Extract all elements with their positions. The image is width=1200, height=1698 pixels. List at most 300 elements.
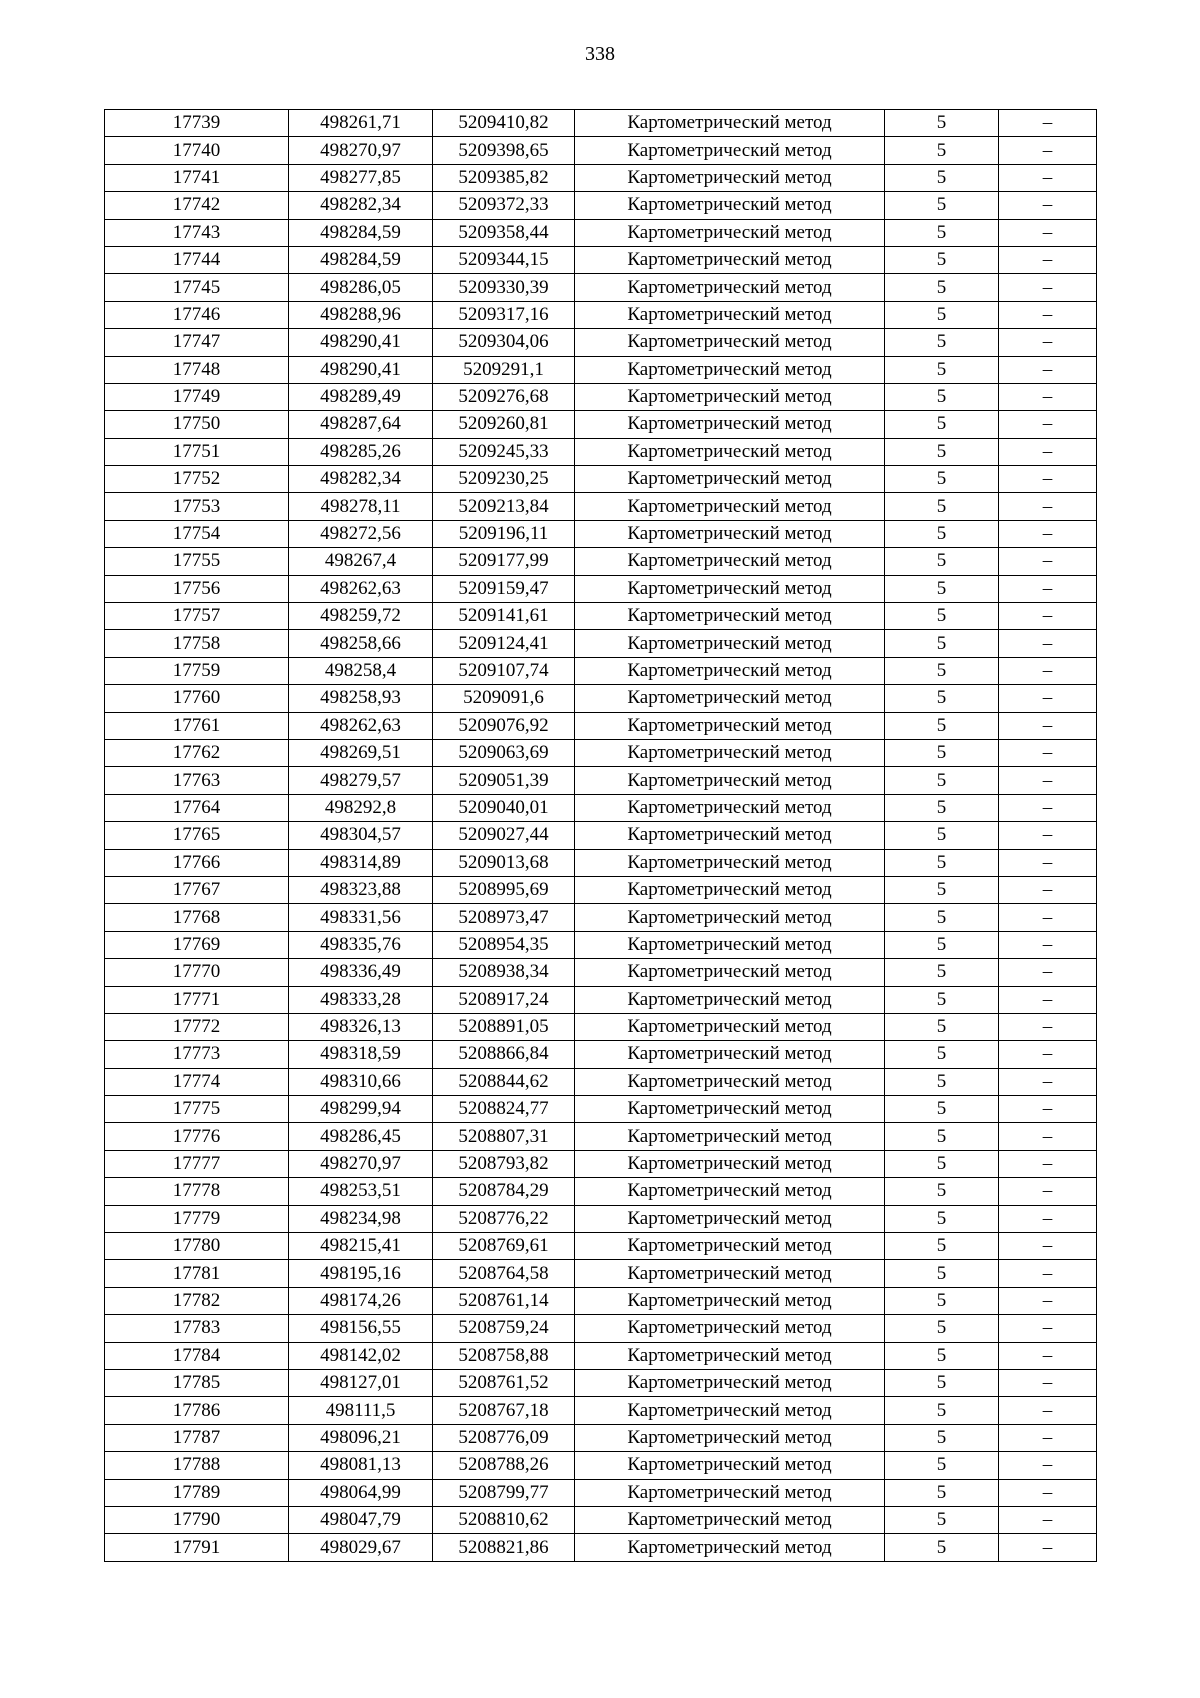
point-number-cell: 17790 xyxy=(105,1506,289,1533)
x-coordinate-cell: 498270,97 xyxy=(289,1150,433,1177)
note-cell: – xyxy=(999,959,1097,986)
table-row xyxy=(105,520,1097,547)
y-coordinate-cell: 5209330,39 xyxy=(433,274,575,301)
accuracy-cell: 5 xyxy=(885,1013,999,1040)
accuracy-cell: 5 xyxy=(885,849,999,876)
point-number-cell: 17739 xyxy=(105,110,289,137)
x-coordinate-cell: 498286,45 xyxy=(289,1123,433,1150)
method-cell: Картометрический метод xyxy=(575,1534,885,1561)
y-coordinate-cell: 5209196,11 xyxy=(433,520,575,547)
accuracy-cell: 5 xyxy=(885,1424,999,1451)
method-cell: Картометрический метод xyxy=(575,356,885,383)
note-cell: – xyxy=(999,164,1097,191)
note-cell: – xyxy=(999,767,1097,794)
y-coordinate-cell: 5209358,44 xyxy=(433,219,575,246)
note-cell: – xyxy=(999,603,1097,630)
note-cell: – xyxy=(999,1068,1097,1095)
table-row xyxy=(105,1233,1097,1260)
table-row xyxy=(105,575,1097,602)
method-cell: Картометрический метод xyxy=(575,739,885,766)
method-cell: Картометрический метод xyxy=(575,520,885,547)
y-coordinate-cell: 5208866,84 xyxy=(433,1041,575,1068)
table-row xyxy=(105,1342,1097,1369)
point-number-cell: 17759 xyxy=(105,657,289,684)
table-row xyxy=(105,822,1097,849)
method-cell: Картометрический метод xyxy=(575,1369,885,1396)
note-cell: – xyxy=(999,329,1097,356)
point-number-cell: 17779 xyxy=(105,1205,289,1232)
point-number-cell: 17786 xyxy=(105,1397,289,1424)
accuracy-cell: 5 xyxy=(885,274,999,301)
note-cell: – xyxy=(999,1534,1097,1561)
method-cell: Картометрический метод xyxy=(575,383,885,410)
accuracy-cell: 5 xyxy=(885,411,999,438)
note-cell: – xyxy=(999,548,1097,575)
x-coordinate-cell: 498299,94 xyxy=(289,1096,433,1123)
method-cell: Картометрический метод xyxy=(575,1397,885,1424)
method-cell: Картометрический метод xyxy=(575,329,885,356)
x-coordinate-cell: 498284,59 xyxy=(289,246,433,273)
accuracy-cell: 5 xyxy=(885,1096,999,1123)
point-number-cell: 17781 xyxy=(105,1260,289,1287)
x-coordinate-cell: 498047,79 xyxy=(289,1506,433,1533)
accuracy-cell: 5 xyxy=(885,794,999,821)
table-row xyxy=(105,274,1097,301)
point-number-cell: 17753 xyxy=(105,493,289,520)
note-cell: – xyxy=(999,438,1097,465)
accuracy-cell: 5 xyxy=(885,356,999,383)
note-cell: – xyxy=(999,1260,1097,1287)
point-number-cell: 17776 xyxy=(105,1123,289,1150)
method-cell: Картометрический метод xyxy=(575,1150,885,1177)
accuracy-cell: 5 xyxy=(885,986,999,1013)
table-row xyxy=(105,1506,1097,1533)
x-coordinate-cell: 498096,21 xyxy=(289,1424,433,1451)
accuracy-cell: 5 xyxy=(885,931,999,958)
table-row xyxy=(105,1041,1097,1068)
accuracy-cell: 5 xyxy=(885,493,999,520)
table-row xyxy=(105,1178,1097,1205)
table-row xyxy=(105,849,1097,876)
accuracy-cell: 5 xyxy=(885,110,999,137)
y-coordinate-cell: 5208761,52 xyxy=(433,1369,575,1396)
table-row xyxy=(105,1205,1097,1232)
x-coordinate-cell: 498277,85 xyxy=(289,164,433,191)
table-row xyxy=(105,1287,1097,1314)
note-cell: – xyxy=(999,1123,1097,1150)
table-row xyxy=(105,904,1097,931)
y-coordinate-cell: 5208793,82 xyxy=(433,1150,575,1177)
x-coordinate-cell: 498174,26 xyxy=(289,1287,433,1314)
method-cell: Картометрический метод xyxy=(575,219,885,246)
note-cell: – xyxy=(999,1013,1097,1040)
y-coordinate-cell: 5208844,62 xyxy=(433,1068,575,1095)
table-row xyxy=(105,493,1097,520)
point-number-cell: 17785 xyxy=(105,1369,289,1396)
x-coordinate-cell: 498142,02 xyxy=(289,1342,433,1369)
accuracy-cell: 5 xyxy=(885,739,999,766)
method-cell: Картометрический метод xyxy=(575,1287,885,1314)
point-number-cell: 17749 xyxy=(105,383,289,410)
method-cell: Картометрический метод xyxy=(575,931,885,958)
x-coordinate-cell: 498304,57 xyxy=(289,822,433,849)
note-cell: – xyxy=(999,493,1097,520)
table-row xyxy=(105,466,1097,493)
method-cell: Картометрический метод xyxy=(575,849,885,876)
point-number-cell: 17783 xyxy=(105,1315,289,1342)
method-cell: Картометрический метод xyxy=(575,712,885,739)
x-coordinate-cell: 498285,26 xyxy=(289,438,433,465)
accuracy-cell: 5 xyxy=(885,1233,999,1260)
method-cell: Картометрический метод xyxy=(575,1260,885,1287)
y-coordinate-cell: 5208759,24 xyxy=(433,1315,575,1342)
table-row xyxy=(105,329,1097,356)
point-number-cell: 17772 xyxy=(105,1013,289,1040)
table-row xyxy=(105,548,1097,575)
x-coordinate-cell: 498292,8 xyxy=(289,794,433,821)
point-number-cell: 17741 xyxy=(105,164,289,191)
note-cell: – xyxy=(999,1479,1097,1506)
y-coordinate-cell: 5209344,15 xyxy=(433,246,575,273)
y-coordinate-cell: 5209385,82 xyxy=(433,164,575,191)
y-coordinate-cell: 5209027,44 xyxy=(433,822,575,849)
x-coordinate-cell: 498111,5 xyxy=(289,1397,433,1424)
note-cell: – xyxy=(999,822,1097,849)
note-cell: – xyxy=(999,794,1097,821)
method-cell: Картометрический метод xyxy=(575,411,885,438)
note-cell: – xyxy=(999,657,1097,684)
method-cell: Картометрический метод xyxy=(575,1479,885,1506)
accuracy-cell: 5 xyxy=(885,767,999,794)
y-coordinate-cell: 5209159,47 xyxy=(433,575,575,602)
method-cell: Картометрический метод xyxy=(575,959,885,986)
table-row xyxy=(105,712,1097,739)
x-coordinate-cell: 498261,71 xyxy=(289,110,433,137)
point-number-cell: 17766 xyxy=(105,849,289,876)
point-number-cell: 17744 xyxy=(105,246,289,273)
accuracy-cell: 5 xyxy=(885,822,999,849)
x-coordinate-cell: 498290,41 xyxy=(289,356,433,383)
y-coordinate-cell: 5208776,22 xyxy=(433,1205,575,1232)
method-cell: Картометрический метод xyxy=(575,548,885,575)
point-number-cell: 17777 xyxy=(105,1150,289,1177)
table-row xyxy=(105,657,1097,684)
accuracy-cell: 5 xyxy=(885,1506,999,1533)
point-number-cell: 17746 xyxy=(105,301,289,328)
note-cell: – xyxy=(999,1178,1097,1205)
accuracy-cell: 5 xyxy=(885,1178,999,1205)
accuracy-cell: 5 xyxy=(885,685,999,712)
table-row xyxy=(105,1452,1097,1479)
table-row xyxy=(105,356,1097,383)
coordinates-table xyxy=(104,109,1097,1562)
note-cell: – xyxy=(999,1041,1097,1068)
table-row xyxy=(105,1068,1097,1095)
point-number-cell: 17780 xyxy=(105,1233,289,1260)
note-cell: – xyxy=(999,301,1097,328)
x-coordinate-cell: 498282,34 xyxy=(289,192,433,219)
accuracy-cell: 5 xyxy=(885,712,999,739)
accuracy-cell: 5 xyxy=(885,1534,999,1561)
y-coordinate-cell: 5209177,99 xyxy=(433,548,575,575)
accuracy-cell: 5 xyxy=(885,164,999,191)
note-cell: – xyxy=(999,849,1097,876)
method-cell: Картометрический метод xyxy=(575,1178,885,1205)
table-row xyxy=(105,137,1097,164)
table-row xyxy=(105,1424,1097,1451)
accuracy-cell: 5 xyxy=(885,1150,999,1177)
point-number-cell: 17767 xyxy=(105,876,289,903)
y-coordinate-cell: 5209076,92 xyxy=(433,712,575,739)
method-cell: Картометрический метод xyxy=(575,876,885,903)
note-cell: – xyxy=(999,356,1097,383)
note-cell: – xyxy=(999,274,1097,301)
y-coordinate-cell: 5209124,41 xyxy=(433,630,575,657)
note-cell: – xyxy=(999,1342,1097,1369)
table-row xyxy=(105,931,1097,958)
point-number-cell: 17740 xyxy=(105,137,289,164)
table-row xyxy=(105,219,1097,246)
method-cell: Картометрический метод xyxy=(575,630,885,657)
x-coordinate-cell: 498289,49 xyxy=(289,383,433,410)
y-coordinate-cell: 5209410,82 xyxy=(433,110,575,137)
note-cell: – xyxy=(999,876,1097,903)
table-row xyxy=(105,876,1097,903)
point-number-cell: 17750 xyxy=(105,411,289,438)
accuracy-cell: 5 xyxy=(885,192,999,219)
accuracy-cell: 5 xyxy=(885,1260,999,1287)
point-number-cell: 17754 xyxy=(105,520,289,547)
x-coordinate-cell: 498081,13 xyxy=(289,1452,433,1479)
method-cell: Картометрический метод xyxy=(575,246,885,273)
accuracy-cell: 5 xyxy=(885,383,999,410)
accuracy-cell: 5 xyxy=(885,520,999,547)
accuracy-cell: 5 xyxy=(885,1397,999,1424)
y-coordinate-cell: 5208767,18 xyxy=(433,1397,575,1424)
accuracy-cell: 5 xyxy=(885,575,999,602)
table-row xyxy=(105,411,1097,438)
y-coordinate-cell: 5208824,77 xyxy=(433,1096,575,1123)
x-coordinate-cell: 498326,13 xyxy=(289,1013,433,1040)
accuracy-cell: 5 xyxy=(885,438,999,465)
x-coordinate-cell: 498284,59 xyxy=(289,219,433,246)
x-coordinate-cell: 498290,41 xyxy=(289,329,433,356)
table-row xyxy=(105,1260,1097,1287)
y-coordinate-cell: 5209245,33 xyxy=(433,438,575,465)
x-coordinate-cell: 498318,59 xyxy=(289,1041,433,1068)
accuracy-cell: 5 xyxy=(885,1315,999,1342)
accuracy-cell: 5 xyxy=(885,904,999,931)
accuracy-cell: 5 xyxy=(885,1205,999,1232)
accuracy-cell: 5 xyxy=(885,1452,999,1479)
table-row xyxy=(105,192,1097,219)
table-row xyxy=(105,1534,1097,1561)
x-coordinate-cell: 498029,67 xyxy=(289,1534,433,1561)
y-coordinate-cell: 5208807,31 xyxy=(433,1123,575,1150)
accuracy-cell: 5 xyxy=(885,1068,999,1095)
table-row xyxy=(105,1369,1097,1396)
accuracy-cell: 5 xyxy=(885,1123,999,1150)
x-coordinate-cell: 498258,93 xyxy=(289,685,433,712)
point-number-cell: 17773 xyxy=(105,1041,289,1068)
point-number-cell: 17758 xyxy=(105,630,289,657)
table-row xyxy=(105,794,1097,821)
y-coordinate-cell: 5209291,1 xyxy=(433,356,575,383)
point-number-cell: 17756 xyxy=(105,575,289,602)
y-coordinate-cell: 5209091,6 xyxy=(433,685,575,712)
note-cell: – xyxy=(999,383,1097,410)
y-coordinate-cell: 5208938,34 xyxy=(433,959,575,986)
x-coordinate-cell: 498253,51 xyxy=(289,1178,433,1205)
y-coordinate-cell: 5209040,01 xyxy=(433,794,575,821)
point-number-cell: 17764 xyxy=(105,794,289,821)
x-coordinate-cell: 498215,41 xyxy=(289,1233,433,1260)
x-coordinate-cell: 498314,89 xyxy=(289,849,433,876)
point-number-cell: 17755 xyxy=(105,548,289,575)
x-coordinate-cell: 498323,88 xyxy=(289,876,433,903)
y-coordinate-cell: 5208821,86 xyxy=(433,1534,575,1561)
accuracy-cell: 5 xyxy=(885,219,999,246)
method-cell: Картометрический метод xyxy=(575,274,885,301)
y-coordinate-cell: 5209230,25 xyxy=(433,466,575,493)
note-cell: – xyxy=(999,411,1097,438)
table-row xyxy=(105,986,1097,1013)
method-cell: Картометрический метод xyxy=(575,164,885,191)
note-cell: – xyxy=(999,904,1097,931)
table-row xyxy=(105,1479,1097,1506)
x-coordinate-cell: 498258,66 xyxy=(289,630,433,657)
y-coordinate-cell: 5209372,33 xyxy=(433,192,575,219)
x-coordinate-cell: 498269,51 xyxy=(289,739,433,766)
table-row xyxy=(105,301,1097,328)
accuracy-cell: 5 xyxy=(885,1287,999,1314)
y-coordinate-cell: 5208954,35 xyxy=(433,931,575,958)
point-number-cell: 17791 xyxy=(105,1534,289,1561)
y-coordinate-cell: 5208788,26 xyxy=(433,1452,575,1479)
accuracy-cell: 5 xyxy=(885,959,999,986)
x-coordinate-cell: 498195,16 xyxy=(289,1260,433,1287)
note-cell: – xyxy=(999,575,1097,602)
point-number-cell: 17775 xyxy=(105,1096,289,1123)
table-row xyxy=(105,767,1097,794)
method-cell: Картометрический метод xyxy=(575,1315,885,1342)
note-cell: – xyxy=(999,685,1097,712)
note-cell: – xyxy=(999,137,1097,164)
x-coordinate-cell: 498288,96 xyxy=(289,301,433,328)
y-coordinate-cell: 5208973,47 xyxy=(433,904,575,931)
method-cell: Картометрический метод xyxy=(575,685,885,712)
point-number-cell: 17771 xyxy=(105,986,289,1013)
y-coordinate-cell: 5208776,09 xyxy=(433,1424,575,1451)
y-coordinate-cell: 5208769,61 xyxy=(433,1233,575,1260)
accuracy-cell: 5 xyxy=(885,630,999,657)
note-cell: – xyxy=(999,1315,1097,1342)
point-number-cell: 17787 xyxy=(105,1424,289,1451)
x-coordinate-cell: 498262,63 xyxy=(289,712,433,739)
note-cell: – xyxy=(999,1369,1097,1396)
point-number-cell: 17743 xyxy=(105,219,289,246)
method-cell: Картометрический метод xyxy=(575,438,885,465)
y-coordinate-cell: 5209063,69 xyxy=(433,739,575,766)
y-coordinate-cell: 5209276,68 xyxy=(433,383,575,410)
point-number-cell: 17768 xyxy=(105,904,289,931)
note-cell: – xyxy=(999,520,1097,547)
method-cell: Картометрический метод xyxy=(575,575,885,602)
table-row xyxy=(105,1123,1097,1150)
accuracy-cell: 5 xyxy=(885,657,999,684)
x-coordinate-cell: 498336,49 xyxy=(289,959,433,986)
table-row xyxy=(105,246,1097,273)
method-cell: Картометрический метод xyxy=(575,1096,885,1123)
y-coordinate-cell: 5208761,14 xyxy=(433,1287,575,1314)
note-cell: – xyxy=(999,986,1097,1013)
y-coordinate-cell: 5209317,16 xyxy=(433,301,575,328)
table-row xyxy=(105,630,1097,657)
method-cell: Картометрический метод xyxy=(575,1233,885,1260)
note-cell: – xyxy=(999,192,1097,219)
y-coordinate-cell: 5209141,61 xyxy=(433,603,575,630)
method-cell: Картометрический метод xyxy=(575,301,885,328)
accuracy-cell: 5 xyxy=(885,329,999,356)
note-cell: – xyxy=(999,1150,1097,1177)
note-cell: – xyxy=(999,1397,1097,1424)
point-number-cell: 17770 xyxy=(105,959,289,986)
x-coordinate-cell: 498333,28 xyxy=(289,986,433,1013)
note-cell: – xyxy=(999,1233,1097,1260)
y-coordinate-cell: 5209260,81 xyxy=(433,411,575,438)
method-cell: Картометрический метод xyxy=(575,1041,885,1068)
accuracy-cell: 5 xyxy=(885,1479,999,1506)
table-row xyxy=(105,1096,1097,1123)
note-cell: – xyxy=(999,1287,1097,1314)
x-coordinate-cell: 498127,01 xyxy=(289,1369,433,1396)
note-cell: – xyxy=(999,712,1097,739)
point-number-cell: 17784 xyxy=(105,1342,289,1369)
method-cell: Картометрический метод xyxy=(575,986,885,1013)
method-cell: Картометрический метод xyxy=(575,603,885,630)
method-cell: Картометрический метод xyxy=(575,1123,885,1150)
point-number-cell: 17745 xyxy=(105,274,289,301)
point-number-cell: 17752 xyxy=(105,466,289,493)
note-cell: – xyxy=(999,1452,1097,1479)
y-coordinate-cell: 5209051,39 xyxy=(433,767,575,794)
note-cell: – xyxy=(999,219,1097,246)
method-cell: Картометрический метод xyxy=(575,110,885,137)
method-cell: Картометрический метод xyxy=(575,1068,885,1095)
y-coordinate-cell: 5209398,65 xyxy=(433,137,575,164)
table-row xyxy=(105,1150,1097,1177)
note-cell: – xyxy=(999,246,1097,273)
y-coordinate-cell: 5208764,58 xyxy=(433,1260,575,1287)
table-row xyxy=(105,1013,1097,1040)
x-coordinate-cell: 498278,11 xyxy=(289,493,433,520)
y-coordinate-cell: 5208784,29 xyxy=(433,1178,575,1205)
point-number-cell: 17788 xyxy=(105,1452,289,1479)
x-coordinate-cell: 498234,98 xyxy=(289,1205,433,1232)
method-cell: Картометрический метод xyxy=(575,466,885,493)
table-row xyxy=(105,959,1097,986)
note-cell: – xyxy=(999,739,1097,766)
note-cell: – xyxy=(999,466,1097,493)
accuracy-cell: 5 xyxy=(885,1041,999,1068)
coordinates-table-body xyxy=(105,110,1097,1562)
point-number-cell: 17763 xyxy=(105,767,289,794)
x-coordinate-cell: 498064,99 xyxy=(289,1479,433,1506)
y-coordinate-cell: 5208917,24 xyxy=(433,986,575,1013)
x-coordinate-cell: 498279,57 xyxy=(289,767,433,794)
x-coordinate-cell: 498287,64 xyxy=(289,411,433,438)
x-coordinate-cell: 498272,56 xyxy=(289,520,433,547)
